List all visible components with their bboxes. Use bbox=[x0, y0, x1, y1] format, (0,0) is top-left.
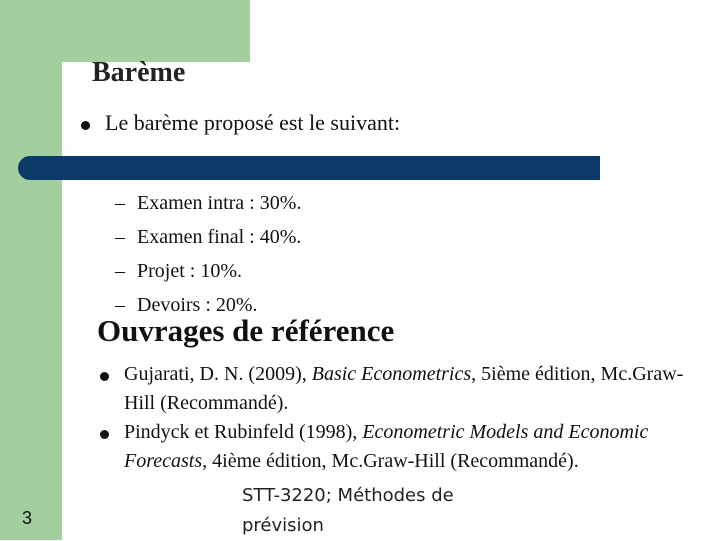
reference-text: , 4ième édition, Mc.Graw-Hill (Recommandé). bbox=[202, 450, 579, 472]
grading-item bbox=[115, 254, 301, 288]
reference-book-title: Basic Econometrics bbox=[311, 363, 472, 385]
dash-icon: – bbox=[115, 294, 125, 316]
dash-icon: – bbox=[115, 192, 125, 214]
bullet-icon bbox=[100, 372, 109, 381]
bullet-icon bbox=[81, 121, 90, 130]
bullet-icon bbox=[100, 430, 109, 439]
intro-text: Le barème proposé est le suivant: bbox=[105, 110, 401, 135]
reference-book-title: Econometric Models and Economic Forecasts bbox=[124, 421, 649, 472]
grading-item bbox=[115, 186, 301, 220]
reference-text: , 5ième édition, Mc.Graw-Hill (Recommandé). bbox=[124, 363, 684, 414]
accent-navy-bar bbox=[18, 156, 600, 180]
grading-item-text: Examen intra : 30%. bbox=[137, 192, 302, 214]
reference-item bbox=[100, 418, 700, 476]
grading-item bbox=[115, 220, 301, 254]
slide-title: Barème bbox=[92, 57, 186, 88]
slide-number: 3 bbox=[22, 508, 33, 528]
references-list bbox=[100, 360, 700, 476]
reference-text: Gujarati, D. N. (2009), bbox=[124, 363, 312, 385]
grading-list bbox=[115, 186, 301, 322]
footer-course: STT-3220; Méthodes de prévision bbox=[242, 485, 454, 536]
dash-icon: – bbox=[115, 226, 125, 248]
section-title: Ouvrages de référence bbox=[97, 313, 395, 348]
reference-text: Pindyck et Rubinfeld (1998), bbox=[124, 421, 363, 443]
accent-green-strip bbox=[0, 62, 62, 540]
grading-item-text: Devoirs : 20%. bbox=[137, 294, 258, 316]
grading-item-text: Examen final : 40%. bbox=[137, 226, 302, 248]
accent-green-block bbox=[0, 0, 250, 62]
grading-item-text: Projet : 10%. bbox=[137, 260, 242, 282]
dash-icon: – bbox=[115, 260, 125, 282]
reference-item bbox=[100, 360, 700, 418]
